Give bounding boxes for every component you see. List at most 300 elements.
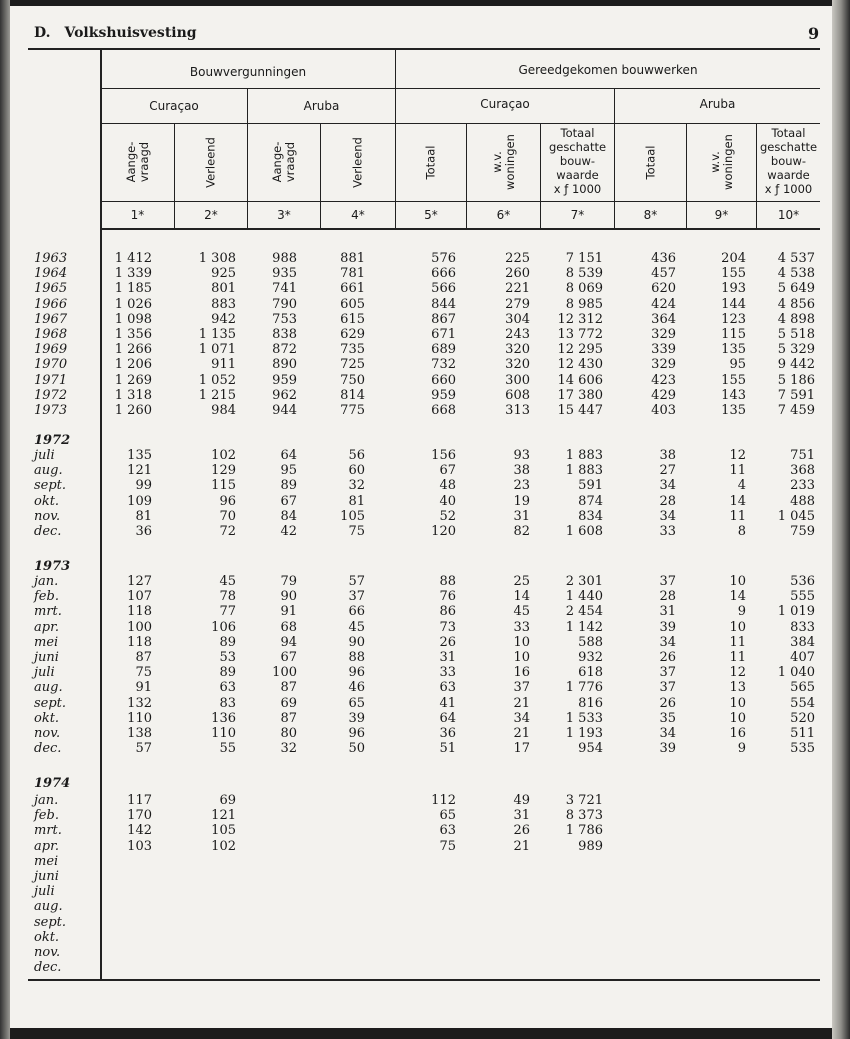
cell-col-1: 1 356 bbox=[114, 327, 152, 342]
cell-col-8: 33 bbox=[659, 524, 676, 539]
cell-col-10: 4 538 bbox=[777, 266, 815, 282]
cell-col-7: 834 bbox=[578, 508, 603, 524]
cell-col-2: 89 bbox=[219, 665, 236, 681]
column-header-5: Totaal bbox=[423, 145, 438, 179]
cell-col-6: 31 bbox=[513, 808, 530, 824]
column-header-6: w.v. woningen bbox=[489, 134, 517, 190]
row-label: dec. bbox=[34, 960, 62, 976]
cell-col-1: 36 bbox=[135, 524, 152, 539]
column-header-2: Verleend bbox=[203, 136, 218, 188]
cell-col-5: 64 bbox=[439, 710, 456, 726]
table-row bbox=[0, 574, 850, 589]
row-label: okt. bbox=[34, 929, 60, 945]
cell-col-10: 368 bbox=[790, 463, 815, 479]
cell-col-4: 65 bbox=[348, 695, 365, 711]
table-row bbox=[0, 620, 850, 635]
table-row bbox=[0, 297, 850, 312]
row-label: mrt. bbox=[34, 604, 62, 620]
cell-col-9: 135 bbox=[721, 403, 746, 418]
cell-col-1: 117 bbox=[127, 793, 152, 808]
cell-col-9: 11 bbox=[729, 463, 746, 479]
cell-col-1: 1 339 bbox=[114, 266, 152, 282]
cell-col-5: 732 bbox=[431, 357, 456, 373]
cell-col-5: 112 bbox=[431, 793, 456, 808]
table-row bbox=[0, 509, 850, 524]
table-row bbox=[0, 327, 850, 342]
cell-col-2: 1 071 bbox=[198, 342, 236, 358]
table-row bbox=[0, 930, 850, 945]
cell-col-4: 46 bbox=[348, 680, 365, 696]
table-row bbox=[0, 281, 850, 296]
col-divider bbox=[320, 123, 321, 230]
cell-col-6: 33 bbox=[513, 619, 530, 635]
cell-col-4: 735 bbox=[340, 342, 365, 358]
column-number: 1* bbox=[130, 208, 145, 222]
cell-col-3: 90 bbox=[280, 589, 297, 605]
row-label: feb. bbox=[34, 808, 59, 824]
cell-col-3: 944 bbox=[272, 403, 297, 418]
cell-col-5: 63 bbox=[439, 680, 456, 696]
cell-col-9: 10 bbox=[729, 619, 746, 635]
table-row bbox=[0, 251, 850, 266]
cell-col-1: 1 206 bbox=[114, 357, 152, 373]
column-header-4: Verleend bbox=[350, 136, 365, 188]
cell-col-3: 753 bbox=[272, 311, 297, 327]
region-header-curacao: Curaçao bbox=[480, 97, 530, 111]
cell-col-4: 881 bbox=[340, 251, 365, 266]
cell-col-2: 942 bbox=[211, 311, 236, 327]
cell-col-4: 96 bbox=[348, 726, 365, 741]
cell-col-4: 37 bbox=[348, 589, 365, 605]
cell-col-7: 816 bbox=[578, 695, 603, 711]
cell-col-4: 56 bbox=[348, 448, 365, 463]
cell-col-8: 424 bbox=[651, 296, 676, 312]
cell-col-5: 666 bbox=[431, 266, 456, 282]
cell-col-2: 1 052 bbox=[198, 372, 236, 388]
cell-col-10: 5 649 bbox=[777, 281, 815, 297]
cell-col-7: 8 373 bbox=[565, 808, 603, 824]
cell-col-1: 100 bbox=[127, 619, 152, 635]
row-label: aug. bbox=[34, 463, 63, 479]
cell-col-8: 37 bbox=[659, 665, 676, 681]
cell-col-3: 988 bbox=[272, 251, 297, 266]
row-label: 1965 bbox=[34, 281, 68, 297]
cell-col-1: 118 bbox=[127, 604, 152, 620]
table-row bbox=[0, 793, 850, 808]
cell-col-7: 932 bbox=[578, 650, 603, 665]
table-row bbox=[0, 478, 850, 493]
row-label: dec. bbox=[34, 524, 62, 539]
cell-col-2: 115 bbox=[211, 478, 236, 494]
table-row bbox=[0, 635, 850, 650]
row-label: okt. bbox=[34, 710, 60, 726]
cell-col-8: 436 bbox=[651, 251, 676, 266]
column-number: 4* bbox=[351, 208, 365, 222]
page-number: 9 bbox=[808, 24, 820, 43]
cell-col-2: 69 bbox=[219, 793, 236, 808]
cell-col-9: 155 bbox=[721, 266, 746, 282]
cell-col-6: 320 bbox=[505, 342, 530, 358]
column-number: 2* bbox=[204, 208, 218, 222]
cell-col-7: 1 533 bbox=[565, 710, 603, 726]
group-header-completed: Gereedgekomen bouwwerken bbox=[518, 63, 698, 77]
row-label: nov. bbox=[34, 945, 61, 960]
cell-col-9: 10 bbox=[729, 695, 746, 711]
cell-col-7: 618 bbox=[578, 665, 603, 681]
cell-col-2: 45 bbox=[219, 574, 236, 589]
table-top-rule bbox=[28, 48, 820, 50]
cell-col-5: 67 bbox=[439, 463, 456, 479]
cell-col-6: 31 bbox=[513, 508, 530, 524]
cell-col-6: 10 bbox=[513, 650, 530, 665]
cell-col-8: 457 bbox=[651, 266, 676, 282]
table-row bbox=[0, 604, 850, 619]
cell-col-10: 511 bbox=[790, 726, 815, 741]
column-number: 6* bbox=[496, 208, 511, 222]
table-row bbox=[0, 665, 850, 680]
cell-col-2: 63 bbox=[219, 680, 236, 696]
column-number-rule bbox=[101, 228, 820, 230]
cell-col-8: 34 bbox=[659, 634, 676, 650]
section-title: Volkshuisvesting bbox=[64, 25, 197, 41]
cell-col-5: 40 bbox=[439, 493, 456, 509]
cell-col-10: 1 045 bbox=[777, 508, 815, 524]
cell-col-1: 121 bbox=[127, 463, 152, 479]
cell-col-10: 536 bbox=[790, 574, 815, 589]
cell-col-2: 70 bbox=[219, 508, 236, 524]
cell-col-10: 4 856 bbox=[777, 296, 815, 312]
cell-col-4: 725 bbox=[340, 357, 365, 373]
row-label: juli bbox=[34, 448, 55, 463]
cell-col-5: 41 bbox=[439, 695, 456, 711]
cell-col-6: 49 bbox=[513, 793, 530, 808]
cell-col-10: 407 bbox=[790, 650, 815, 665]
column-number: 7* bbox=[570, 208, 585, 222]
cell-col-9: 13 bbox=[729, 680, 746, 696]
cell-col-5: 844 bbox=[431, 296, 456, 312]
cell-col-1: 1 098 bbox=[114, 311, 152, 327]
cell-col-3: 935 bbox=[272, 266, 297, 282]
row-label: 1963 bbox=[34, 251, 68, 266]
cell-col-2: 105 bbox=[211, 823, 236, 839]
cell-col-2: 102 bbox=[211, 838, 236, 854]
cell-col-8: 329 bbox=[651, 357, 676, 373]
cell-col-3: 95 bbox=[280, 463, 297, 479]
cell-col-2: 925 bbox=[211, 266, 236, 282]
cell-col-10: 7 459 bbox=[777, 403, 815, 418]
cell-col-2: 72 bbox=[219, 524, 236, 539]
cell-col-6: 21 bbox=[513, 726, 530, 741]
column-header-3: Aange- vraagd bbox=[270, 141, 297, 183]
cell-col-3: 790 bbox=[272, 296, 297, 312]
cell-col-10: 520 bbox=[790, 710, 815, 726]
cell-col-7: 874 bbox=[578, 493, 603, 509]
cell-col-4: 90 bbox=[348, 634, 365, 650]
cell-col-5: 867 bbox=[431, 311, 456, 327]
cell-col-5: 120 bbox=[431, 524, 456, 539]
cell-col-2: 911 bbox=[211, 357, 236, 373]
row-label: sept. bbox=[34, 478, 67, 494]
cell-col-10: 555 bbox=[790, 589, 815, 605]
cell-col-7: 14 606 bbox=[557, 372, 603, 388]
row-label: sept. bbox=[34, 695, 67, 711]
cell-col-9: 4 bbox=[737, 478, 746, 494]
cell-col-7: 15 447 bbox=[557, 403, 603, 418]
cell-col-7: 591 bbox=[578, 478, 603, 494]
column-number: 5* bbox=[424, 208, 438, 222]
cell-col-3: 67 bbox=[280, 650, 297, 665]
column-number: 8* bbox=[643, 208, 658, 222]
cell-col-6: 221 bbox=[505, 281, 530, 297]
cell-col-7: 1 883 bbox=[565, 448, 603, 463]
cell-col-3: 89 bbox=[280, 478, 297, 494]
cell-col-9: 8 bbox=[737, 524, 746, 539]
cell-col-1: 91 bbox=[135, 680, 152, 696]
cell-col-2: 78 bbox=[219, 589, 236, 605]
row-label: nov. bbox=[34, 508, 61, 524]
cell-col-5: 689 bbox=[431, 342, 456, 358]
cell-col-6: 82 bbox=[513, 524, 530, 539]
cell-col-7: 1 193 bbox=[565, 726, 603, 741]
cell-col-7: 1 608 bbox=[565, 524, 603, 539]
cell-col-3: 94 bbox=[280, 634, 297, 650]
cell-col-1: 1 269 bbox=[114, 372, 152, 388]
row-label: 1966 bbox=[34, 296, 68, 312]
table-row bbox=[0, 357, 850, 372]
cell-col-3: 838 bbox=[272, 327, 297, 342]
cell-col-2: 1 215 bbox=[198, 387, 236, 403]
table-row bbox=[0, 899, 850, 914]
table-row bbox=[0, 589, 850, 604]
cell-col-6: 260 bbox=[505, 266, 530, 282]
cell-col-5: 52 bbox=[439, 508, 456, 524]
year-group-label: 1974 bbox=[34, 776, 71, 791]
cell-col-3: 80 bbox=[280, 726, 297, 741]
cell-col-1: 1 412 bbox=[114, 251, 152, 266]
cell-col-5: 33 bbox=[439, 665, 456, 681]
cell-col-1: 110 bbox=[127, 710, 152, 726]
cell-col-5: 51 bbox=[439, 741, 456, 757]
cell-col-6: 23 bbox=[513, 478, 530, 494]
cell-col-10: 5 329 bbox=[777, 342, 815, 358]
cell-col-1: 81 bbox=[135, 508, 152, 524]
cell-col-7: 1 142 bbox=[565, 619, 603, 635]
cell-col-6: 19 bbox=[513, 493, 530, 509]
cell-col-9: 11 bbox=[729, 650, 746, 665]
cell-col-4: 750 bbox=[340, 372, 365, 388]
cell-col-8: 26 bbox=[659, 650, 676, 665]
row-label: 1973 bbox=[34, 403, 68, 418]
cell-col-2: 801 bbox=[211, 281, 236, 297]
cell-col-3: 87 bbox=[280, 680, 297, 696]
row-label: 1964 bbox=[34, 266, 68, 282]
cell-col-4: 781 bbox=[340, 266, 365, 282]
cell-col-6: 26 bbox=[513, 823, 530, 839]
table-row bbox=[0, 808, 850, 823]
cell-col-5: 660 bbox=[431, 372, 456, 388]
cell-col-8: 34 bbox=[659, 726, 676, 741]
cell-col-2: 110 bbox=[211, 726, 236, 741]
cell-col-7: 588 bbox=[578, 634, 603, 650]
table-row bbox=[0, 463, 850, 478]
region-header-aruba: Aruba bbox=[699, 97, 736, 111]
cell-col-5: 671 bbox=[431, 327, 456, 342]
row-label: jan. bbox=[34, 793, 59, 808]
column-number: 9* bbox=[714, 208, 729, 222]
cell-col-5: 576 bbox=[431, 251, 456, 266]
cell-col-5: 76 bbox=[439, 589, 456, 605]
column-header-9: w.v. woningen bbox=[707, 134, 735, 190]
cell-col-7: 1 440 bbox=[565, 589, 603, 605]
cell-col-6: 34 bbox=[513, 710, 530, 726]
cell-col-8: 35 bbox=[659, 710, 676, 726]
cell-col-6: 300 bbox=[505, 372, 530, 388]
cell-col-3: 42 bbox=[280, 524, 297, 539]
table-row bbox=[0, 884, 850, 899]
cell-col-4: 39 bbox=[348, 710, 365, 726]
table-row bbox=[0, 524, 850, 539]
cell-col-3: 79 bbox=[280, 574, 297, 589]
cell-col-4: 32 bbox=[348, 478, 365, 494]
column-header-8: Totaal bbox=[643, 145, 657, 179]
row-label: juni bbox=[34, 869, 59, 884]
table-row bbox=[0, 869, 850, 884]
column-header-1: Aange- vraagd bbox=[123, 141, 151, 183]
cell-col-10: 1 040 bbox=[777, 665, 815, 681]
cell-col-5: 31 bbox=[439, 650, 456, 665]
region-rule bbox=[101, 123, 820, 124]
cell-col-1: 107 bbox=[127, 589, 152, 605]
cell-col-9: 144 bbox=[721, 296, 746, 312]
cell-col-10: 535 bbox=[790, 741, 815, 757]
cell-col-9: 9 bbox=[737, 604, 746, 620]
cell-col-2: 129 bbox=[211, 463, 236, 479]
cell-col-8: 339 bbox=[651, 342, 676, 358]
cell-col-1: 118 bbox=[127, 634, 152, 650]
region-header-curacao: Curaçao bbox=[149, 99, 199, 113]
row-label: 1971 bbox=[34, 372, 68, 388]
row-label: dec. bbox=[34, 741, 62, 757]
cell-col-1: 103 bbox=[127, 838, 152, 854]
cell-col-2: 55 bbox=[219, 741, 236, 757]
row-label: aug. bbox=[34, 899, 63, 915]
cell-col-6: 21 bbox=[513, 695, 530, 711]
cell-col-7: 8 069 bbox=[565, 281, 603, 297]
row-label: mei bbox=[34, 853, 59, 869]
cell-col-2: 1 135 bbox=[198, 327, 236, 342]
cell-col-2: 83 bbox=[219, 695, 236, 711]
cell-col-1: 1 260 bbox=[114, 403, 152, 418]
cell-col-2: 96 bbox=[219, 493, 236, 509]
cell-col-3: 68 bbox=[280, 619, 297, 635]
table-row bbox=[0, 388, 850, 403]
table-row bbox=[0, 342, 850, 357]
group-rule bbox=[101, 88, 820, 89]
cell-col-8: 403 bbox=[651, 403, 676, 418]
cell-col-7: 8 985 bbox=[565, 296, 603, 312]
row-label: juni bbox=[34, 650, 59, 665]
cell-col-3: 67 bbox=[280, 493, 297, 509]
cell-col-3: 69 bbox=[280, 695, 297, 711]
cell-col-6: 14 bbox=[513, 589, 530, 605]
cell-col-8: 34 bbox=[659, 478, 676, 494]
cell-col-1: 109 bbox=[127, 493, 152, 509]
cell-col-5: 48 bbox=[439, 478, 456, 494]
row-label: juli bbox=[34, 665, 55, 681]
cell-col-8: 429 bbox=[651, 387, 676, 403]
row-label: okt. bbox=[34, 493, 60, 509]
cell-col-1: 99 bbox=[135, 478, 152, 494]
cell-col-6: 17 bbox=[513, 741, 530, 757]
cell-col-8: 34 bbox=[659, 508, 676, 524]
cell-col-4: 605 bbox=[340, 296, 365, 312]
table-row bbox=[0, 726, 850, 741]
cell-col-7: 12 430 bbox=[557, 357, 603, 373]
cell-col-1: 57 bbox=[135, 741, 152, 757]
cell-col-4: 75 bbox=[348, 524, 365, 539]
cell-col-4: 661 bbox=[340, 281, 365, 297]
cell-col-6: 225 bbox=[505, 251, 530, 266]
col-divider bbox=[686, 123, 687, 230]
cell-col-9: 143 bbox=[721, 387, 746, 403]
cell-col-9: 95 bbox=[729, 357, 746, 373]
cell-col-9: 14 bbox=[729, 589, 746, 605]
table-row bbox=[0, 839, 850, 854]
row-label: feb. bbox=[34, 589, 59, 605]
row-label: 1968 bbox=[34, 327, 68, 342]
cell-col-4: 66 bbox=[348, 604, 365, 620]
cell-col-8: 39 bbox=[659, 741, 676, 757]
row-label: mrt. bbox=[34, 823, 62, 839]
cell-col-8: 37 bbox=[659, 574, 676, 589]
row-label: jan. bbox=[34, 574, 59, 589]
cell-col-4: 629 bbox=[340, 327, 365, 342]
cell-col-8: 28 bbox=[659, 493, 676, 509]
cell-col-6: 320 bbox=[505, 357, 530, 373]
row-label: 1967 bbox=[34, 311, 68, 327]
cell-col-10: 4 898 bbox=[777, 311, 815, 327]
cell-col-3: 959 bbox=[272, 372, 297, 388]
cell-col-10: 7 591 bbox=[777, 387, 815, 403]
cell-col-6: 279 bbox=[505, 296, 530, 312]
cell-col-4: 81 bbox=[348, 493, 365, 509]
cell-col-7: 7 151 bbox=[565, 251, 603, 266]
row-label: sept. bbox=[34, 914, 67, 930]
cell-col-6: 313 bbox=[505, 403, 530, 418]
cell-col-9: 204 bbox=[721, 251, 746, 266]
cell-col-5: 156 bbox=[431, 448, 456, 463]
cell-col-7: 1 776 bbox=[565, 680, 603, 696]
cell-col-1: 87 bbox=[135, 650, 152, 665]
section-letter: D. bbox=[34, 25, 51, 41]
cell-col-1: 142 bbox=[127, 823, 152, 839]
cell-col-7: 989 bbox=[578, 838, 603, 854]
cell-col-1: 1 026 bbox=[114, 296, 152, 312]
table-row bbox=[0, 960, 850, 975]
cell-col-2: 106 bbox=[211, 619, 236, 635]
cell-col-9: 11 bbox=[729, 508, 746, 524]
cell-col-7: 1 786 bbox=[565, 823, 603, 839]
cell-col-2: 89 bbox=[219, 634, 236, 650]
cell-col-8: 39 bbox=[659, 619, 676, 635]
cell-col-9: 115 bbox=[721, 327, 746, 342]
cell-col-2: 883 bbox=[211, 296, 236, 312]
cell-col-7: 8 539 bbox=[565, 266, 603, 282]
cell-col-1: 135 bbox=[127, 448, 152, 463]
table-row bbox=[0, 312, 850, 327]
year-group-label: 1973 bbox=[34, 559, 71, 574]
cell-col-1: 138 bbox=[127, 726, 152, 741]
